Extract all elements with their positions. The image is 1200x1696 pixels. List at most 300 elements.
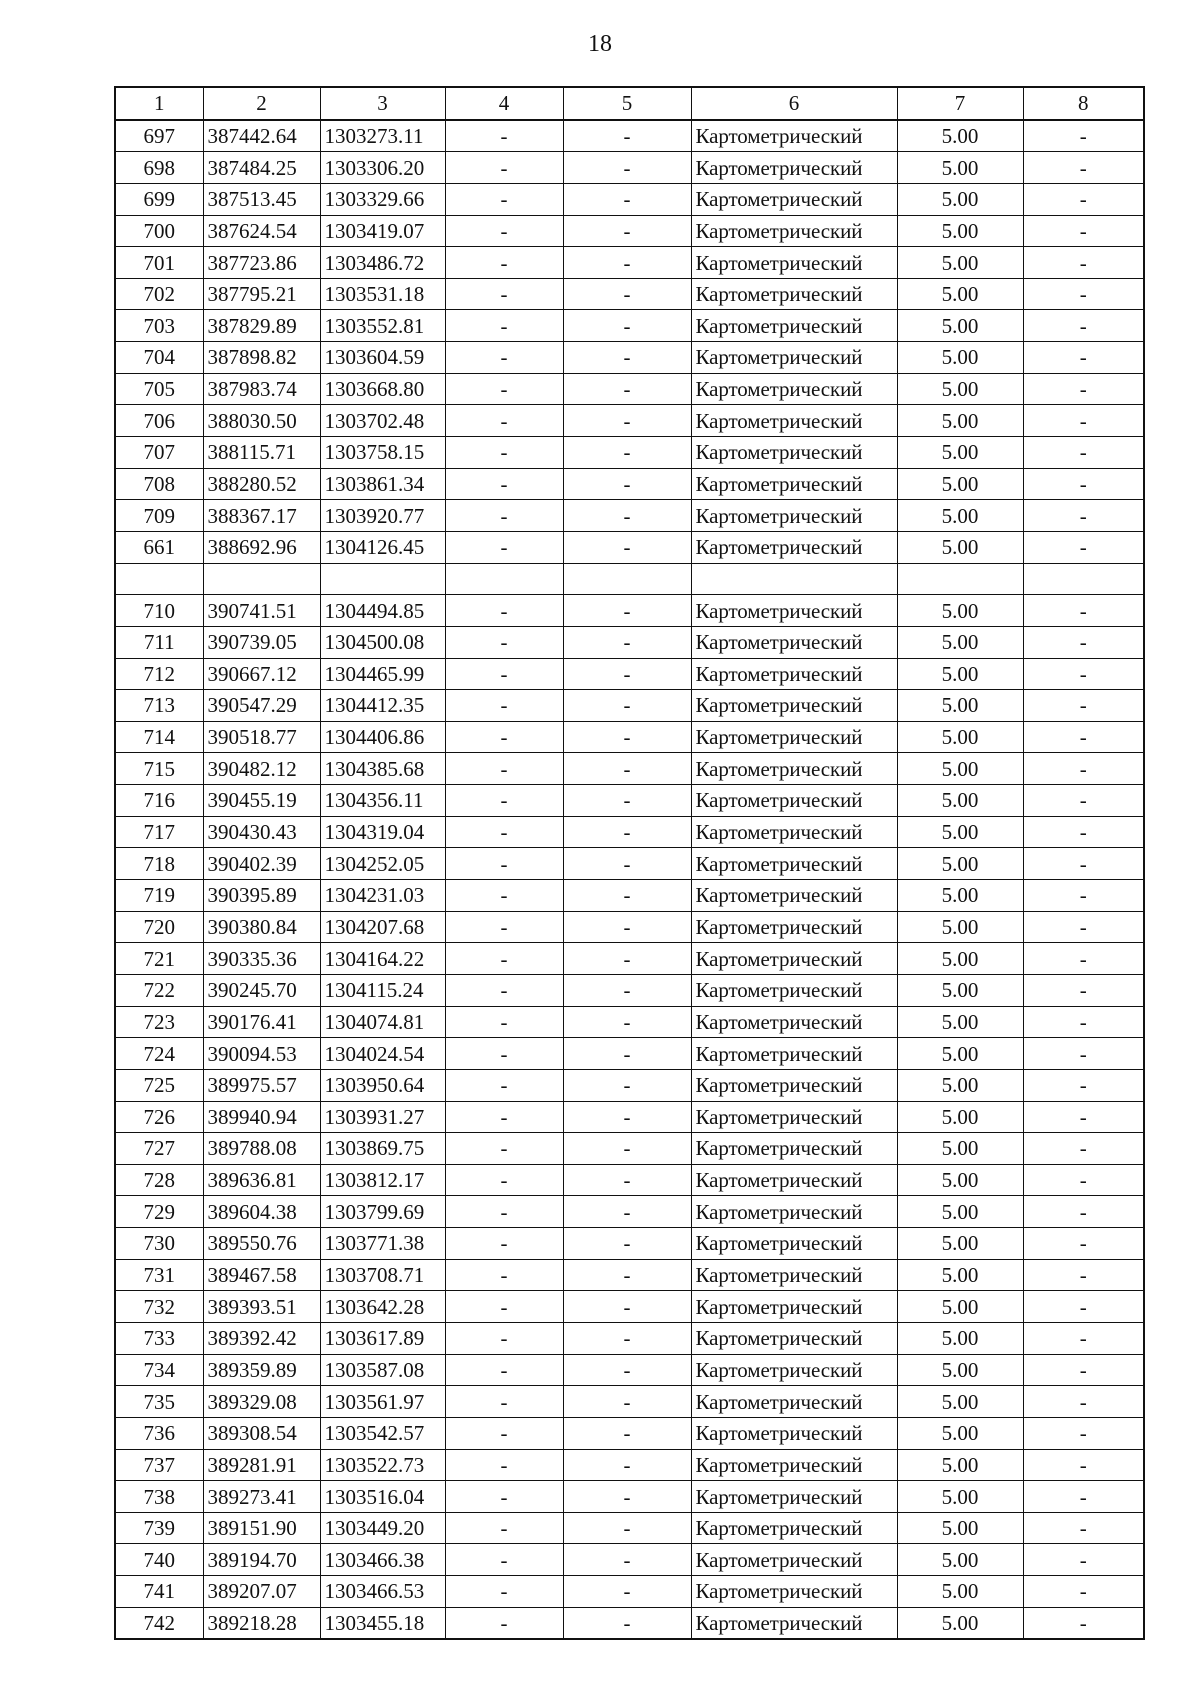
cell-col-5: - [563,1417,691,1449]
cell-x-coordinate: 390518.77 [203,721,320,753]
cell-point-number: 712 [115,658,203,690]
cell-col-4: - [445,1576,563,1608]
cell-method: Картометрический [691,816,897,848]
cell-method: Картометрический [691,120,897,152]
table-row [115,721,1144,753]
cell-method: Картометрический [691,1101,897,1133]
cell-method: Картометрический [691,1607,897,1639]
cell-y-coordinate: 1303708.71 [320,1259,445,1291]
table-row [115,911,1144,943]
cell-col-8: - [1023,1259,1144,1291]
cell-x-coordinate: 387723.86 [203,247,320,279]
table-row [115,1069,1144,1101]
cell-point-number: 741 [115,1576,203,1608]
cell-col-5: - [563,1607,691,1639]
cell-y-coordinate: 1303449.20 [320,1512,445,1544]
cell-x-coordinate: 390482.12 [203,753,320,785]
cell-col-5: - [563,595,691,627]
table-row [115,1417,1144,1449]
cell-col-4: - [445,753,563,785]
cell-point-number: 724 [115,1038,203,1070]
cell-x-coordinate: 389392.42 [203,1322,320,1354]
cell-col-4: - [445,342,563,374]
cell-accuracy: 5.00 [897,721,1023,753]
cell-y-coordinate: 1304164.22 [320,943,445,975]
cell-y-coordinate [320,563,445,595]
cell-method: Картометрический [691,1069,897,1101]
cell-col-8: - [1023,183,1144,215]
cell-col-8: - [1023,816,1144,848]
cell-accuracy: 5.00 [897,1069,1023,1101]
table-row [115,120,1144,152]
page-number: 18 [588,31,612,57]
table-row [115,626,1144,658]
table-row [115,1228,1144,1260]
cell-col-4: - [445,721,563,753]
cell-point-number: 727 [115,1133,203,1165]
cell-point-number: 715 [115,753,203,785]
cell-accuracy: 5.00 [897,120,1023,152]
cell-col-8: - [1023,342,1144,374]
cell-x-coordinate: 389975.57 [203,1069,320,1101]
cell-accuracy: 5.00 [897,974,1023,1006]
cell-col-4: - [445,1481,563,1513]
cell-y-coordinate: 1303466.53 [320,1576,445,1608]
cell-point-number: 700 [115,215,203,247]
cell-accuracy: 5.00 [897,1322,1023,1354]
cell-point-number: 731 [115,1259,203,1291]
cell-col-5: - [563,816,691,848]
cell-col-5: - [563,848,691,880]
table-row [115,943,1144,975]
cell-point-number: 716 [115,785,203,817]
cell-col-4: - [445,1322,563,1354]
cell-method: Картометрический [691,152,897,184]
cell-col-4: - [445,1259,563,1291]
cell-x-coordinate: 388115.71 [203,437,320,469]
cell-col-5: - [563,658,691,690]
cell-method: Картометрический [691,1196,897,1228]
cell-method: Картометрический [691,1291,897,1323]
cell-col-4: - [445,1006,563,1038]
cell-col-4: - [445,690,563,722]
cell-x-coordinate: 387983.74 [203,373,320,405]
cell-col-5: - [563,500,691,532]
cell-x-coordinate: 389194.70 [203,1544,320,1576]
cell-x-coordinate: 389940.94 [203,1101,320,1133]
cell-col-4: - [445,658,563,690]
cell-y-coordinate: 1303419.07 [320,215,445,247]
cell-point-number: 717 [115,816,203,848]
cell-col-5: - [563,1038,691,1070]
cell-col-5: - [563,215,691,247]
cell-y-coordinate: 1303531.18 [320,278,445,310]
cell-accuracy: 5.00 [897,1006,1023,1038]
cell-col-4: - [445,911,563,943]
cell-col-5: - [563,974,691,1006]
cell-accuracy: 5.00 [897,531,1023,563]
cell-method: Картометрический [691,500,897,532]
column-header-4: 4 [445,87,563,120]
table-row [115,1196,1144,1228]
cell-col-8: - [1023,595,1144,627]
cell-col-4: - [445,1544,563,1576]
cell-col-8: - [1023,373,1144,405]
cell-y-coordinate: 1303552.81 [320,310,445,342]
cell-point-number: 729 [115,1196,203,1228]
cell-accuracy: 5.00 [897,215,1023,247]
cell-col-5: - [563,1576,691,1608]
cell-method [691,563,897,595]
cell-col-8: - [1023,1101,1144,1133]
cell-accuracy: 5.00 [897,753,1023,785]
cell-col-4: - [445,437,563,469]
cell-y-coordinate: 1303771.38 [320,1228,445,1260]
cell-method: Картометрический [691,658,897,690]
cell-method: Картометрический [691,690,897,722]
cell-point-number: 735 [115,1386,203,1418]
cell-accuracy: 5.00 [897,1164,1023,1196]
cell-x-coordinate: 387829.89 [203,310,320,342]
table-row [115,1354,1144,1386]
cell-y-coordinate: 1304356.11 [320,785,445,817]
cell-col-8: - [1023,152,1144,184]
cell-col-8: - [1023,690,1144,722]
table-header-row [115,87,1144,120]
cell-y-coordinate: 1303920.77 [320,500,445,532]
coordinates-table [114,86,1145,1640]
cell-col-5: - [563,1228,691,1260]
cell-x-coordinate: 389207.07 [203,1576,320,1608]
cell-accuracy: 5.00 [897,658,1023,690]
cell-method: Картометрический [691,626,897,658]
cell-col-5: - [563,721,691,753]
cell-accuracy: 5.00 [897,1512,1023,1544]
cell-col-8: - [1023,247,1144,279]
cell-col-4: - [445,816,563,848]
cell-accuracy: 5.00 [897,911,1023,943]
cell-col-4: - [445,943,563,975]
cell-y-coordinate: 1304126.45 [320,531,445,563]
table-row [115,531,1144,563]
cell-col-5: - [563,1354,691,1386]
table-row [115,152,1144,184]
cell-x-coordinate [203,563,320,595]
cell-point-number: 713 [115,690,203,722]
cell-x-coordinate: 389308.54 [203,1417,320,1449]
cell-col-4: - [445,152,563,184]
cell-accuracy: 5.00 [897,1259,1023,1291]
cell-col-8: - [1023,1291,1144,1323]
cell-col-4: - [445,120,563,152]
table-row [115,880,1144,912]
cell-accuracy: 5.00 [897,1544,1023,1576]
cell-accuracy: 5.00 [897,1291,1023,1323]
cell-col-4: - [445,626,563,658]
cell-col-5: - [563,342,691,374]
table-row [115,1576,1144,1608]
cell-col-8: - [1023,880,1144,912]
cell-point-number: 728 [115,1164,203,1196]
cell-col-5: - [563,373,691,405]
cell-accuracy: 5.00 [897,1417,1023,1449]
cell-col-5: - [563,1322,691,1354]
cell-point-number: 703 [115,310,203,342]
cell-accuracy: 5.00 [897,1228,1023,1260]
table-row [115,247,1144,279]
cell-col-4: - [445,215,563,247]
cell-method: Картометрический [691,721,897,753]
cell-accuracy: 5.00 [897,342,1023,374]
cell-point-number: 710 [115,595,203,627]
table-row [115,310,1144,342]
cell-y-coordinate: 1303702.48 [320,405,445,437]
cell-accuracy: 5.00 [897,437,1023,469]
cell-col-5: - [563,911,691,943]
cell-col-5: - [563,1069,691,1101]
cell-col-8: - [1023,1164,1144,1196]
cell-y-coordinate: 1304252.05 [320,848,445,880]
cell-method: Картометрический [691,373,897,405]
cell-method: Картометрический [691,1386,897,1418]
cell-col-8: - [1023,310,1144,342]
cell-col-4: - [445,468,563,500]
cell-method: Картометрический [691,1576,897,1608]
cell-col-8: - [1023,278,1144,310]
table-row [115,690,1144,722]
cell-col-4: - [445,1101,563,1133]
table-row [115,658,1144,690]
cell-accuracy: 5.00 [897,152,1023,184]
cell-method: Картометрический [691,1038,897,1070]
table-row [115,1038,1144,1070]
cell-col-8: - [1023,911,1144,943]
table-row [115,1512,1144,1544]
cell-point-number: 697 [115,120,203,152]
cell-x-coordinate: 389636.81 [203,1164,320,1196]
cell-accuracy: 5.00 [897,1133,1023,1165]
cell-point-number: 711 [115,626,203,658]
cell-point-number: 738 [115,1481,203,1513]
cell-x-coordinate: 387513.45 [203,183,320,215]
table-row [115,816,1144,848]
cell-accuracy: 5.00 [897,626,1023,658]
cell-x-coordinate: 388367.17 [203,500,320,532]
cell-method: Картометрический [691,437,897,469]
cell-col-5: - [563,531,691,563]
cell-col-4: - [445,1607,563,1639]
cell-method: Картометрический [691,848,897,880]
table-row [115,1164,1144,1196]
cell-x-coordinate: 390667.12 [203,658,320,690]
cell-point-number: 740 [115,1544,203,1576]
cell-y-coordinate: 1304074.81 [320,1006,445,1038]
cell-x-coordinate: 389218.28 [203,1607,320,1639]
cell-col-8: - [1023,1481,1144,1513]
cell-x-coordinate: 388280.52 [203,468,320,500]
cell-col-4: - [445,247,563,279]
cell-point-number: 719 [115,880,203,912]
column-header-8: 8 [1023,87,1144,120]
cell-y-coordinate: 1303273.11 [320,120,445,152]
cell-method: Картометрический [691,785,897,817]
cell-col-5: - [563,1386,691,1418]
cell-col-5: - [563,1512,691,1544]
cell-col-5: - [563,1133,691,1165]
cell-accuracy: 5.00 [897,595,1023,627]
cell-y-coordinate: 1304385.68 [320,753,445,785]
cell-x-coordinate: 390094.53 [203,1038,320,1070]
cell-y-coordinate: 1303668.80 [320,373,445,405]
cell-col-5: - [563,943,691,975]
cell-point-number: 661 [115,531,203,563]
table-row [115,278,1144,310]
cell-point-number [115,563,203,595]
cell-point-number: 709 [115,500,203,532]
cell-col-5: - [563,310,691,342]
cell-col-8: - [1023,1322,1144,1354]
cell-col-8: - [1023,1038,1144,1070]
cell-y-coordinate: 1303861.34 [320,468,445,500]
table-row [115,215,1144,247]
cell-method: Картометрический [691,1006,897,1038]
cell-y-coordinate: 1303466.38 [320,1544,445,1576]
table-row [115,753,1144,785]
cell-method: Картометрический [691,1481,897,1513]
cell-x-coordinate: 389359.89 [203,1354,320,1386]
cell-col-8: - [1023,1196,1144,1228]
cell-col-5: - [563,120,691,152]
cell-col-8: - [1023,785,1144,817]
cell-col-5: - [563,247,691,279]
cell-col-5: - [563,1006,691,1038]
cell-col-8: - [1023,1069,1144,1101]
cell-col-8: - [1023,658,1144,690]
cell-point-number: 730 [115,1228,203,1260]
cell-x-coordinate: 390402.39 [203,848,320,880]
table-row [115,1386,1144,1418]
cell-col-8: - [1023,1607,1144,1639]
table-row [115,405,1144,437]
cell-y-coordinate: 1304500.08 [320,626,445,658]
cell-col-4: - [445,183,563,215]
cell-y-coordinate: 1303455.18 [320,1607,445,1639]
cell-col-5: - [563,1196,691,1228]
cell-accuracy: 5.00 [897,1607,1023,1639]
cell-point-number: 699 [115,183,203,215]
table-row [115,1449,1144,1481]
cell-method: Картометрический [691,1512,897,1544]
cell-method: Картометрический [691,1354,897,1386]
cell-y-coordinate: 1304319.04 [320,816,445,848]
cell-accuracy: 5.00 [897,816,1023,848]
cell-accuracy: 5.00 [897,943,1023,975]
cell-point-number: 733 [115,1322,203,1354]
cell-y-coordinate: 1303869.75 [320,1133,445,1165]
cell-accuracy: 5.00 [897,310,1023,342]
cell-point-number: 698 [115,152,203,184]
cell-y-coordinate: 1304115.24 [320,974,445,1006]
cell-col-4: - [445,405,563,437]
cell-col-4: - [445,1069,563,1101]
cell-point-number: 723 [115,1006,203,1038]
cell-method: Картометрический [691,310,897,342]
cell-method: Картометрический [691,183,897,215]
cell-accuracy: 5.00 [897,1481,1023,1513]
table-row [115,1481,1144,1513]
cell-col-5: - [563,785,691,817]
cell-col-4: - [445,310,563,342]
cell-x-coordinate: 389281.91 [203,1449,320,1481]
cell-y-coordinate: 1304231.03 [320,880,445,912]
cell-accuracy: 5.00 [897,1101,1023,1133]
cell-col-4: - [445,974,563,1006]
cell-y-coordinate: 1303931.27 [320,1101,445,1133]
cell-point-number: 725 [115,1069,203,1101]
table-row [115,1607,1144,1639]
cell-y-coordinate: 1303950.64 [320,1069,445,1101]
cell-col-8: - [1023,215,1144,247]
cell-col-8: - [1023,753,1144,785]
column-header-7: 7 [897,87,1023,120]
cell-accuracy: 5.00 [897,468,1023,500]
cell-point-number: 736 [115,1417,203,1449]
cell-accuracy: 5.00 [897,1576,1023,1608]
cell-col-5 [563,563,691,595]
cell-col-8: - [1023,531,1144,563]
cell-accuracy: 5.00 [897,1449,1023,1481]
cell-x-coordinate: 389604.38 [203,1196,320,1228]
cell-col-5: - [563,1544,691,1576]
cell-col-5: - [563,1164,691,1196]
cell-point-number: 726 [115,1101,203,1133]
cell-y-coordinate: 1303642.28 [320,1291,445,1323]
cell-col-8: - [1023,1417,1144,1449]
cell-accuracy: 5.00 [897,848,1023,880]
cell-x-coordinate: 389329.08 [203,1386,320,1418]
cell-col-8: - [1023,943,1144,975]
cell-x-coordinate: 390380.84 [203,911,320,943]
cell-col-8: - [1023,1006,1144,1038]
cell-method: Картометрический [691,1133,897,1165]
cell-x-coordinate: 390176.41 [203,1006,320,1038]
cell-y-coordinate: 1303516.04 [320,1481,445,1513]
cell-x-coordinate: 390430.43 [203,816,320,848]
cell-y-coordinate: 1303812.17 [320,1164,445,1196]
cell-y-coordinate: 1303758.15 [320,437,445,469]
cell-col-8: - [1023,721,1144,753]
cell-col-5: - [563,405,691,437]
cell-method: Картометрический [691,880,897,912]
cell-method: Картометрический [691,1228,897,1260]
cell-col-5: - [563,690,691,722]
cell-x-coordinate: 389467.58 [203,1259,320,1291]
table-row [115,1133,1144,1165]
cell-col-5: - [563,626,691,658]
cell-y-coordinate: 1303329.66 [320,183,445,215]
cell-y-coordinate: 1303522.73 [320,1449,445,1481]
cell-x-coordinate: 388030.50 [203,405,320,437]
cell-point-number: 720 [115,911,203,943]
cell-point-number: 701 [115,247,203,279]
cell-point-number: 721 [115,943,203,975]
cell-col-8: - [1023,1576,1144,1608]
cell-x-coordinate: 390245.70 [203,974,320,1006]
cell-point-number: 737 [115,1449,203,1481]
cell-col-4: - [445,531,563,563]
table-row [115,373,1144,405]
cell-col-4: - [445,1512,563,1544]
